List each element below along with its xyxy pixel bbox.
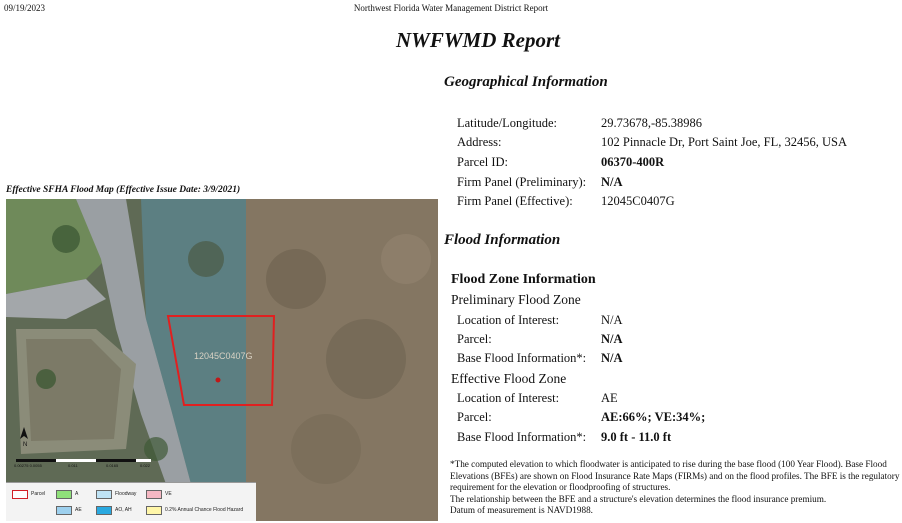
legend-label-parcel: Parcel [31,491,46,497]
scale-label-0: 0.00275 0.0055 [14,463,42,468]
prelim-location-value: N/A [601,313,623,327]
bfe-footnote [450,459,900,517]
page-title: NWFWMD Report [396,28,560,52]
panel-label: 12045C0407G [194,351,253,361]
map-caption: Effective SFHA Flood Map (Effective Issue Date: 3/9/2021) [6,185,241,195]
legend-label-ae: AE [75,507,82,513]
footnote-line-1: *The computed elevation to which floodwater is anticipated to rise during the base flood (100 Year Flood). Base Flood Elevations (BFEs) are shown on Flood Insurance Rate Maps (FIRMs) and on the flood profiles. The BFE is the regulatory requirement for the elevation or floodproofing of structures. [450,459,900,493]
firm-effective-value: 12045C0407G [601,194,675,208]
flood-section-title: Flood Information [444,232,561,248]
eff-location-label: Location of Interest: [457,391,560,405]
preliminary-zone-title: Preliminary Flood Zone [451,292,581,307]
geo-section-title: Geographical Information [444,74,608,90]
firm-prelim-label: Firm Panel (Preliminary): [457,175,587,189]
address-value: 102 Pinnacle Dr, Port Saint Joe, FL, 32456, USA [601,135,848,149]
legend-label-floodway: Floodway [115,491,137,497]
report-date: 09/19/2023 [4,3,46,13]
parcel-id-label: Parcel ID: [457,155,509,169]
legend-swatch-a [56,490,72,499]
prelim-location-label: Location of Interest: [457,313,560,327]
legend-label-ve: VE [165,491,172,497]
north-label: N [23,442,28,448]
legend-swatch-ve [146,490,162,499]
parcel-id-value: 06370-400R [601,155,665,169]
flood-map[interactable] [6,199,438,521]
latlon-value: 29.73678,-85.38986 [601,116,703,130]
location-marker [216,378,221,383]
prelim-parcel-value: N/A [601,332,623,346]
prelim-bfe-label: Base Flood Information*: [457,351,587,365]
firm-effective-label: Firm Panel (Effective): [457,194,573,208]
legend-swatch-ao-ah [96,506,112,515]
legend-swatch-annual-chance [146,506,162,515]
flood-zone-title: Flood Zone Information [451,272,596,287]
latlon-label: Latitude/Longitude: [457,116,557,130]
legend-label-annual-chance: 0.2% Annual Chance Flood Hazard [165,507,244,513]
prelim-bfe-value: N/A [601,351,623,365]
scale-label-2: 0.0165 [106,463,119,468]
legend-label-ao-ah: AO, AH [115,507,132,513]
address-label: Address: [457,135,502,149]
map-legend [6,482,256,521]
eff-parcel-value: AE:66%; VE:34%; [601,410,706,424]
prelim-parcel-label: Parcel: [457,332,492,346]
legend-swatch-floodway [96,490,112,499]
scale-label-3: 0.022 [140,463,151,468]
eff-location-value: AE [601,391,618,405]
eff-bfe-label: Base Flood Information*: [457,430,587,444]
firm-prelim-value: N/A [601,175,623,189]
effective-zone-title: Effective Flood Zone [451,371,567,386]
legend-swatch-ae [56,506,72,515]
footnote-line-3: Datum of measurement is NAVD1988. [450,505,593,516]
footnote-line-2: The relationship between the BFE and a structure's elevation determines the flood insurance premium. [450,493,827,504]
legend-swatch-parcel [12,490,28,499]
legend-label-a: A [75,491,79,497]
eff-parcel-label: Parcel: [457,410,492,424]
scale-label-1: 0.011 [68,463,78,468]
report-header-title: Northwest Florida Water Management District Report [353,3,549,13]
eff-bfe-value: 9.0 ft - 11.0 ft [601,430,672,444]
